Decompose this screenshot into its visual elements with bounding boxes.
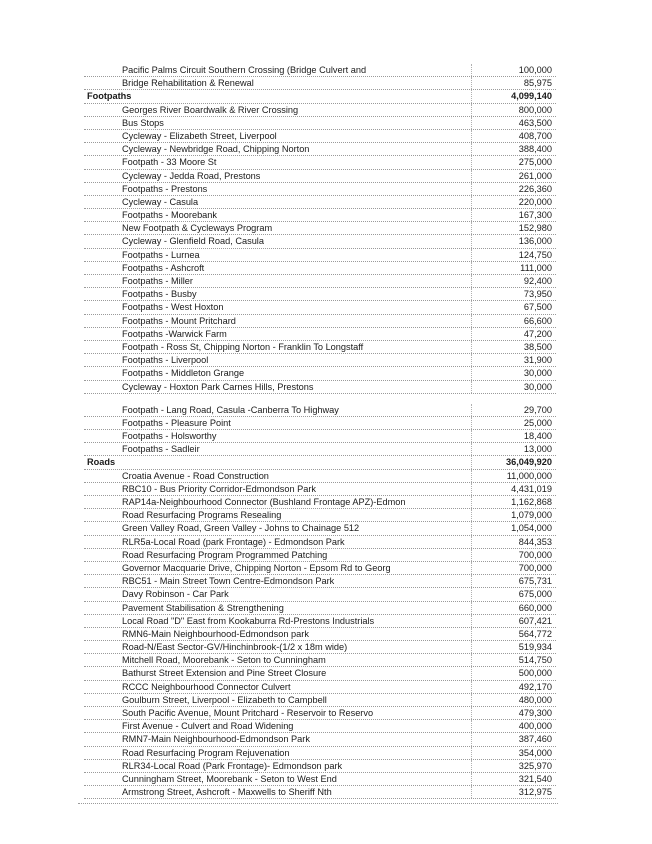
project-amount: 47,200	[523, 328, 552, 339]
project-amount: 514,750	[518, 655, 552, 666]
table-row	[84, 588, 556, 601]
table-row	[84, 288, 556, 301]
table-row	[84, 773, 556, 786]
table-row	[84, 381, 556, 394]
table-row	[84, 249, 556, 262]
project-name: RMN6-Main Neighbourhood-Edmondson park	[122, 628, 309, 639]
table-row	[84, 602, 556, 615]
project-amount: 67,500	[523, 302, 552, 313]
project-name: Cycleway - Newbridge Road, Chipping Norton	[122, 144, 310, 155]
project-name: Footpaths - Moorebank	[122, 210, 217, 221]
table-row	[84, 183, 556, 196]
project-amount: 480,000	[518, 694, 552, 705]
project-amount: 312,975	[518, 787, 552, 798]
project-amount: 66,600	[523, 315, 552, 326]
section-header-row	[84, 456, 556, 469]
table-row	[84, 315, 556, 328]
project-name: RBC51 - Main Street Town Centre-Edmondson Park	[122, 576, 335, 587]
project-name: Road Resurfacing Program Rejuvenation	[122, 747, 290, 758]
project-amount: 354,000	[518, 747, 552, 758]
table-row	[84, 641, 556, 654]
project-name: Footpaths - Busby	[122, 289, 197, 300]
project-name: Bus Stops	[122, 117, 164, 128]
project-amount: 152,980	[518, 223, 552, 234]
project-name: Footpaths - Prestons	[122, 183, 208, 194]
project-name: First Avenue - Culvert and Road Widening	[122, 721, 294, 732]
project-amount: 73,950	[523, 289, 552, 300]
project-amount: 4,431,019	[511, 483, 552, 494]
project-amount: 1,162,868	[511, 497, 552, 507]
section-title: Roads	[87, 457, 116, 468]
project-name: Cycleway - Casula	[122, 196, 199, 207]
table-row	[84, 354, 556, 367]
project-name: RBC10 - Bus Priority Corridor-Edmondson Park	[122, 483, 317, 494]
project-amount: 388,400	[518, 144, 552, 155]
project-name: Pacific Palms Circuit Southern Crossing (Bridge Culvert and	[122, 65, 367, 75]
table-row	[84, 367, 556, 380]
project-amount: 275,000	[518, 157, 552, 168]
project-name: Croatia Avenue - Road Construction	[122, 470, 269, 481]
project-amount: 226,360	[518, 183, 552, 194]
project-amount: 29,700	[523, 404, 552, 415]
table-row	[84, 760, 556, 773]
project-amount: 18,400	[523, 431, 552, 442]
project-amount: 500,000	[518, 668, 552, 679]
project-amount: 660,000	[518, 602, 552, 613]
project-amount: 136,000	[518, 236, 552, 247]
project-amount: 38,500	[523, 341, 552, 352]
section-header-row	[84, 90, 556, 103]
table-row	[84, 170, 556, 183]
table-row	[84, 235, 556, 248]
table-row	[84, 654, 556, 667]
project-amount: 519,934	[518, 642, 552, 653]
project-name: Footpaths - Liverpool	[122, 355, 209, 366]
project-amount: 111,000	[520, 262, 552, 273]
section-total: 4,099,140	[511, 91, 552, 102]
project-amount: 25,000	[523, 417, 552, 428]
project-name: Cycleway - Elizabeth Street, Liverpool	[122, 130, 277, 141]
project-name: Governor Macquarie Drive, Chipping Norton - Epsom Rd to Georg	[122, 562, 391, 573]
project-amount: 675,731	[518, 576, 552, 587]
project-name: Footpaths - Mount Pritchard	[122, 315, 236, 326]
project-amount: 387,460	[518, 734, 552, 745]
project-amount: 11,000,000	[506, 470, 552, 481]
project-amount: 220,000	[518, 196, 552, 207]
project-name: Armstrong Street, Ashcroft - Maxwells to Sheriff Nth	[122, 787, 332, 798]
project-name: RMN7-Main Neighbourhood-Edmondson Park	[122, 734, 310, 745]
project-name: RLR34-Local Road (Park Frontage)- Edmondson park	[122, 760, 343, 771]
project-amount: 479,300	[518, 708, 552, 718]
project-name: Footpath - 33 Moore St	[122, 157, 217, 168]
project-name: Pavement Stabilisation & Strengthening	[122, 602, 284, 613]
table-row	[84, 404, 556, 417]
table-row	[84, 496, 556, 509]
project-amount: 408,700	[518, 130, 552, 141]
table-row	[84, 328, 556, 341]
project-name: Cycleway - Glenfield Road, Casula	[122, 236, 264, 247]
project-amount: 700,000	[518, 562, 552, 573]
table-row	[84, 417, 556, 430]
table-row	[84, 681, 556, 694]
project-name: Footpaths - Pleasure Point	[122, 417, 231, 428]
budget-table	[84, 64, 556, 799]
project-name: Footpaths - Middleton Grange	[122, 368, 245, 379]
table-row	[84, 615, 556, 628]
table-row	[84, 562, 556, 575]
section-total: 36,049,920	[506, 457, 552, 468]
project-amount: 463,500	[518, 117, 552, 128]
project-name: Footpaths - West Hoxton	[122, 302, 224, 313]
table-row	[84, 733, 556, 746]
project-name: New Footpath & Cycleways Program	[122, 223, 273, 234]
project-name: Georges River Boardwalk & River Crossing	[122, 104, 299, 115]
table-row	[84, 536, 556, 549]
table-row	[84, 720, 556, 733]
project-name: Cunningham Street, Moorebank - Seton to West End	[122, 773, 337, 784]
table-row	[84, 196, 556, 209]
project-name: Cycleway - Hoxton Park Carnes Hills, Prestons	[122, 381, 314, 392]
project-name: Footpaths - Holsworthy	[122, 431, 217, 442]
project-name: Footpaths - Ashcroft	[122, 262, 205, 273]
table-row	[84, 470, 556, 483]
table-row	[84, 483, 556, 496]
table-row	[84, 628, 556, 641]
table-row	[84, 77, 556, 90]
project-amount: 167,300	[518, 210, 552, 221]
project-name: Footpaths - Miller	[122, 276, 193, 286]
project-name: Footpath - Lang Road, Casula -Canberra To Highway	[122, 404, 339, 415]
table-row	[84, 64, 556, 77]
project-amount: 675,000	[518, 589, 552, 600]
project-amount: 700,000	[518, 549, 552, 560]
table-row	[84, 143, 556, 156]
project-amount: 1,054,000	[511, 523, 552, 534]
project-name: Road Resurfacing Program Programmed Patching	[122, 549, 328, 560]
project-amount: 30,000	[523, 368, 552, 379]
project-name: South Pacific Avenue, Mount Pritchard - Reservoir to Reservo	[122, 708, 374, 718]
project-name: Footpath - Ross St, Chipping Norton - Franklin To Longstaff	[122, 341, 364, 352]
table-row	[84, 694, 556, 707]
project-name: Local Road "D" East from Kookaburra Rd-Prestons Industrials	[122, 615, 375, 626]
table-row	[84, 130, 556, 143]
table-row	[84, 222, 556, 235]
project-name: Green Valley Road, Green Valley - Johns to Chainage 512	[122, 523, 360, 534]
table-row	[84, 747, 556, 760]
project-amount: 492,170	[518, 681, 552, 692]
table-row	[84, 575, 556, 588]
table-row	[84, 707, 556, 720]
table-row	[84, 341, 556, 354]
project-name: RAP14a-Neighbourhood Connector (Bushland Frontage APZ)-Edmon	[122, 497, 406, 507]
project-amount: 124,750	[518, 249, 552, 260]
project-name: Footpaths - Lurnea	[122, 249, 200, 260]
project-name: Bathurst Street Extension and Pine Street Closure	[122, 668, 327, 679]
table-row	[84, 522, 556, 535]
project-name: Road Resurfacing Programs Resealing	[122, 510, 282, 521]
project-name: RLR5a-Local Road (park Frontage) - Edmondson Park	[122, 536, 345, 547]
project-name: Bridge Rehabilitation & Renewal	[122, 78, 254, 89]
project-amount: 321,540	[518, 773, 552, 784]
table-row	[84, 262, 556, 275]
table-bottom-border	[78, 803, 558, 804]
project-amount: 30,000	[523, 381, 552, 392]
table-row	[84, 209, 556, 222]
table-row	[84, 786, 556, 799]
project-amount: 325,970	[518, 760, 552, 771]
project-name: Mitchell Road, Moorebank - Seton to Cunningham	[122, 655, 326, 666]
table-row	[84, 275, 556, 288]
project-name: Cycleway - Jedda Road, Prestons	[122, 170, 261, 181]
project-amount: 13,000	[523, 444, 552, 455]
project-name: Goulburn Street, Liverpool - Elizabeth to Campbell	[122, 694, 327, 705]
project-amount: 400,000	[518, 721, 552, 732]
project-name: Footpaths - Sadleir	[122, 444, 200, 455]
project-amount: 844,353	[518, 536, 552, 547]
table-row	[84, 156, 556, 169]
table-row	[84, 117, 556, 130]
project-name: Road-N/East Sector-GV/Hinchinbrook-(1/2 x 18m wide)	[122, 642, 348, 653]
project-amount: 31,900	[523, 355, 552, 366]
project-amount: 100,000	[518, 65, 552, 75]
project-name: Footpaths -Warwick Farm	[122, 328, 227, 339]
table-row	[84, 667, 556, 680]
project-amount: 1,079,000	[511, 510, 552, 521]
table-row	[84, 549, 556, 562]
project-name: Davy Robinson - Car Park	[122, 589, 229, 600]
spacer-row	[84, 394, 556, 404]
project-amount: 564,772	[518, 628, 552, 639]
section-title: Footpaths	[87, 91, 132, 102]
project-name: RCCC Neighbourhood Connector Culvert	[122, 681, 291, 692]
project-amount: 85,975	[523, 78, 552, 89]
project-amount: 92,400	[523, 276, 552, 286]
table-row	[84, 443, 556, 456]
project-amount: 607,421	[518, 615, 552, 626]
table-row	[84, 104, 556, 117]
table-row	[84, 509, 556, 522]
table-row	[84, 430, 556, 443]
project-amount: 800,000	[518, 104, 552, 115]
project-amount: 261,000	[518, 170, 552, 181]
table-row	[84, 301, 556, 314]
